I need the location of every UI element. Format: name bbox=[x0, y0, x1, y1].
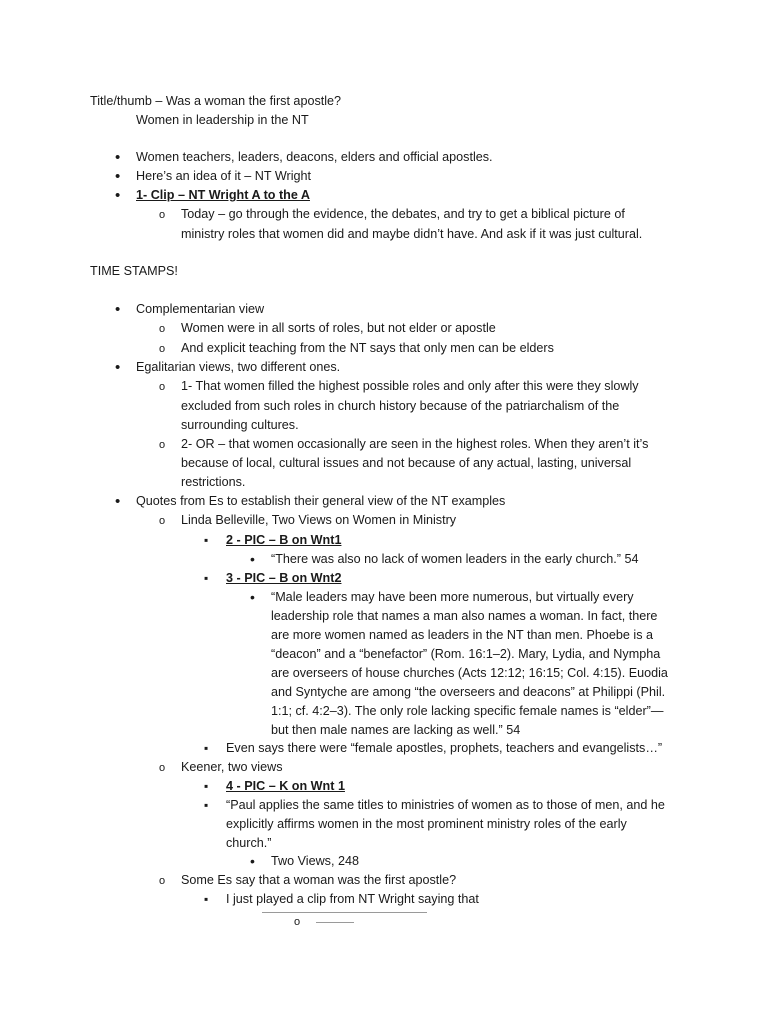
belleville-source: Linda Belleville, Two Views on Women in Ministry bbox=[181, 513, 457, 527]
comp-heading: Complementarian view bbox=[136, 302, 265, 316]
bullet-icon bbox=[250, 550, 255, 570]
circle-bullet-icon bbox=[159, 319, 165, 339]
doc-subtitle: Women in leadership in the NT bbox=[136, 113, 309, 127]
egal-sub-1-line-1: 1- That women filled the highest possible roles and only after this were they slowly bbox=[181, 379, 639, 393]
square-bullet-icon bbox=[204, 531, 208, 550]
bullet-icon bbox=[115, 492, 120, 512]
pic-link-3[interactable]: 3 - PIC – B on Wnt2 bbox=[226, 571, 342, 585]
first-apostle-line: Some Es say that a woman was the first apostle? bbox=[181, 873, 457, 887]
two-views-citation: Two Views, 248 bbox=[271, 854, 359, 868]
bullet-icon bbox=[115, 300, 120, 320]
bullet-icon bbox=[250, 852, 255, 872]
cut-off-text-fragment bbox=[262, 912, 427, 913]
comp-sub-1: Women were in all sorts of roles, but not elder or apostle bbox=[181, 321, 496, 335]
square-bullet-icon bbox=[204, 777, 208, 796]
bullet-icon bbox=[250, 588, 255, 608]
egal-heading: Egalitarian views, two different ones. bbox=[136, 360, 341, 374]
egal-sub-1-line-3: surrounding cultures. bbox=[181, 418, 299, 432]
belleville-quote-2-line-6: and Syntyche are among “the overseers and deacons” at Philippi (Phil. bbox=[271, 685, 666, 699]
clip-link-1[interactable]: 1- Clip – NT Wright A to the A bbox=[136, 188, 310, 202]
belleville-quote-2-line-3: are more women named as leaders in the NT than men. Phoebe is a bbox=[271, 628, 653, 642]
belleville-quote-2-line-1: “Male leaders may have been more numerous, but virtually every bbox=[271, 590, 634, 604]
played-clip-line: I just played a clip from NT Wright saying that bbox=[226, 892, 479, 906]
belleville-quote-1: “There was also no lack of women leaders in the early church.” 54 bbox=[271, 552, 639, 566]
even-says-line: Even says there were “female apostles, prophets, teachers and evangelists…” bbox=[226, 741, 663, 755]
circle-bullet-icon bbox=[159, 205, 165, 225]
quotes-heading: Quotes from Es to establish their general view of the NT examples bbox=[136, 494, 506, 508]
egal-sub-2-line-1: 2- OR – that women occasionally are seen in the highest roles. When they aren’t it’s bbox=[181, 437, 649, 451]
comp-sub-2: And explicit teaching from the NT says that only men can be elders bbox=[181, 341, 554, 355]
belleville-quote-2-line-5: are overseers of house churches (Acts 12:12; 16:15; Col. 4:15). Euodia bbox=[271, 666, 668, 680]
doc-title: Title/thumb – Was a woman the first apostle? bbox=[90, 94, 342, 108]
keener-quote-line-3: church.” bbox=[226, 836, 272, 850]
pic-link-4[interactable]: 4 - PIC – K on Wnt 1 bbox=[226, 779, 345, 793]
bullet-icon bbox=[115, 148, 120, 168]
circle-bullet-icon bbox=[159, 871, 165, 891]
bullet-icon bbox=[115, 186, 120, 206]
today-line-1: Today – go through the evidence, the debates, and try to get a biblical picture of bbox=[181, 207, 625, 221]
keener-quote-line-2: explicitly affirms women in the most prominent ministry roles of the early bbox=[226, 817, 627, 831]
square-bullet-icon bbox=[204, 890, 208, 909]
square-bullet-icon bbox=[204, 796, 208, 815]
pic-link-2[interactable]: 2 - PIC – B on Wnt1 bbox=[226, 533, 342, 547]
circle-bullet-icon bbox=[159, 339, 165, 359]
belleville-quote-2-line-2: leadership role that names a man also names a woman. In fact, there bbox=[271, 609, 658, 623]
egal-sub-1-line-2: excluded from such roles in church history because of the patriarchalism of the bbox=[181, 399, 620, 413]
egal-sub-2-line-2: because of local, cultural issues and not because of any actual, lasting, universal bbox=[181, 456, 632, 470]
square-bullet-icon bbox=[204, 739, 208, 758]
circle-bullet-icon bbox=[159, 758, 165, 778]
keener-quote-line-1: “Paul applies the same titles to ministries of women as to those of men, and he bbox=[226, 798, 665, 812]
circle-bullet-icon bbox=[159, 511, 165, 531]
square-bullet-icon bbox=[204, 569, 208, 588]
bullet-icon bbox=[115, 358, 120, 378]
egal-sub-2-line-3: restrictions. bbox=[181, 475, 246, 489]
intro-item-2: Here’s an idea of it – NT Wright bbox=[136, 169, 311, 183]
circle-bullet-icon bbox=[159, 435, 165, 455]
bullet-icon bbox=[115, 167, 120, 187]
cut-off-text-fragment bbox=[316, 922, 354, 923]
belleville-quote-2-line-4: “deacon” and a “benefactor” (Rom. 16:1–2). Mary, Lydia, and Nympha bbox=[271, 647, 661, 661]
circle-bullet-icon bbox=[159, 377, 165, 397]
belleville-quote-2-line-8: but then male names are lacking as well.” 54 bbox=[271, 723, 521, 737]
circle-bullet-icon bbox=[294, 912, 300, 932]
timestamps-heading: TIME STAMPS! bbox=[90, 264, 178, 278]
belleville-quote-2-line-7: 1:1; cf. 4:2–3). The only role lacking specific female names is “elder”— bbox=[271, 704, 664, 718]
today-line-2: ministry roles that women did and maybe didn’t have. And ask if it was just cultural. bbox=[181, 227, 643, 241]
intro-item-1: Women teachers, leaders, deacons, elders and official apostles. bbox=[136, 150, 493, 164]
keener-source: Keener, two views bbox=[181, 760, 283, 774]
